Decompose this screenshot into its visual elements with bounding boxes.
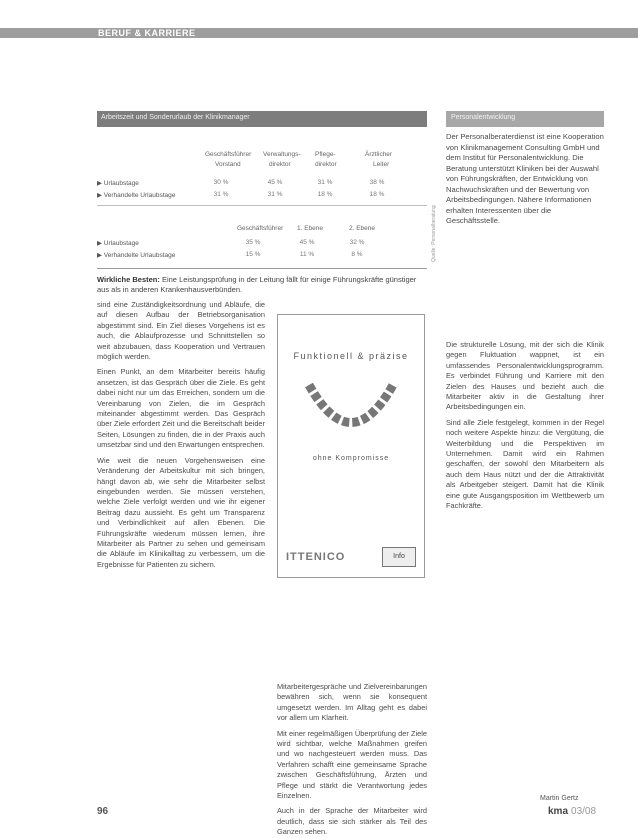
section-header-bar (0, 28, 638, 38)
col-header-sub: direktor (315, 161, 337, 168)
cell: 31 % (317, 179, 333, 186)
col-header-sub: Vorstand (215, 161, 241, 168)
paragraph: Die strukturelle Lösung, mit der sich die Klinik gegen Fluktuation wappnet, ist ein umfassendes Personalentwicklungsprogramm. Es verbindet Führung und Karriere mit den Zielen des Hauses und bezieht auch die Mitarbeiter aktiv in die Gestaltung ihrer Arbeitsbedingungen ein. (446, 340, 604, 412)
smile-curve-graphic (301, 375, 401, 445)
sidebar-heading-bar (446, 111, 604, 127)
col-header-sub: Leiter (373, 161, 390, 168)
ad-tagline: ohne Kompromisse (312, 455, 390, 462)
row-label: ▶ Verhandelte Urlaubstage (97, 252, 176, 259)
table-caption (97, 275, 429, 295)
caption-text: Eine Leistungsprüfung in der Leitung fällt für einige Führungskräfte günstiger aus als in anderen Krankenhausverbünden. (97, 275, 417, 294)
ad-info-button[interactable]: Info (382, 547, 416, 567)
paragraph: Auch in der Sprache der Mitarbeiter wird deutlich, dass sie sich stärker als Teil des Ganzen sehen. (277, 806, 427, 837)
data-table (97, 127, 427, 269)
cell: 32 % (349, 239, 365, 246)
table-divider (97, 205, 427, 206)
paragraph: Mitarbeitergespräche und Zielvereinbarungen bewähren sich, wenn sie konsequent umgesetzt werden. Im Alltag geht es dabei vor allem um Klarheit. (277, 682, 427, 723)
col-header: Geschäftsführer (205, 151, 252, 158)
article-column-2 (277, 682, 427, 837)
article-column-3 (446, 340, 604, 792)
cell: 45 % (299, 239, 315, 246)
page-number: 96 (97, 806, 109, 817)
paragraph: sind eine Zuständigkeitsordnung und Abläufe, die auf diesen Aufbau der Betriebsorganisation abgestimmt sind. Ein Ziel dieses Vorgehens ist es auch, die Ablaufprozesse und Schnittstellen so weit abzubauen, dass Kooperation und Vertrauen möglich werden. (97, 300, 265, 362)
cell: 18 % (317, 191, 333, 198)
row-label: ▶ Urlaubstage (97, 240, 139, 247)
advertisement[interactable] (277, 314, 425, 578)
cell: 8 % (351, 251, 363, 258)
paragraph: Sind alle Ziele festgelegt, kommen in der Regel noch weitere Aspekte hinzu: die Vergütung, die Weiterbildung und die Perspektiven im Unternehmen. Damit wird ein Rahmen geschaffen, der sowohl den Mitarbeitern als auch dem Haus nützt und der die Attraktivität als Arbeitgeber steigert. Damit hat die Klinik eine gute Ausgangsposition im Wettbewerb um Fachkräfte. (446, 417, 604, 511)
col-header-sub: direktor (269, 161, 291, 168)
paragraph: Einen Punkt, an dem Mitarbeiter bereits häufig ansetzen, ist das Gespräch über die Ziele. Es geht dabei nicht nur um das Erreichen, sondern um die Vereinbarung von Zielen, die im Gespräch miteinander abgestimmt werden. Das Gespräch über Ziele erfordert Zeit und die Bereitschaft beider Seiten, Lösungen zu finden, die in der Praxis auch umsetzbar sind und den Erwartungen entsprechen. (97, 367, 265, 450)
cell: 30 % (213, 179, 229, 186)
cell: 35 % (245, 239, 261, 246)
cell: 18 % (369, 191, 385, 198)
cell: 11 % (299, 251, 315, 258)
ad-brand-logo: ITTENICO (286, 551, 346, 563)
row-label: ▶ Verhandelte Urlaubstage (97, 192, 176, 199)
col-header: Geschäftsführer (237, 225, 284, 232)
ad-headline: Funktionell & präzise (293, 351, 409, 361)
table-source-note: Quelle: Personalberatung (431, 205, 437, 262)
author-signature: Martin Gertz (540, 795, 579, 802)
magazine-name: kma (548, 806, 569, 817)
section-title: BERUF & KARRIERE (98, 28, 196, 38)
col-header: Ärztlicher (365, 151, 393, 158)
table-banner-title: Arbeitszeit und Sonderurlaub der Klinikmanager (101, 114, 250, 121)
col-header: 1. Ebene (297, 225, 324, 232)
col-header: Verwaltungs- (263, 151, 301, 158)
col-header: Pflege- (315, 151, 336, 158)
table-banner (97, 111, 427, 127)
caption-lead: Wirkliche Besten: (97, 275, 160, 284)
cell: 45 % (267, 179, 283, 186)
cell: 31 % (267, 191, 283, 198)
cell: 31 % (213, 191, 229, 198)
article-column-1 (97, 300, 265, 798)
row-label: ▶ Urlaubstage (97, 180, 139, 187)
paragraph: Wie weit die neuen Vorgehensweisen eine Veränderung der Arbeitskultur mit sich bringen, hängt davon ab, wie sehr die Mitarbeiter selbst eingebunden werden. Sie müssen verstehen, welche Ziele verfolgt werden und wie ihr eigener Beitrag dazu aussieht. Es geht um Transparenz und Verbindlichkeit auf allen Ebenen. Die Führungskräfte wiederum müssen lernen, ihre Mitarbeiter als Partner zu sehen und gemeinsam die Abläufe im Klinikalltag zu verbessern, um die Ergebnisse für Patienten zu sichern. (97, 455, 265, 569)
paragraph: Mit einer regelmäßigen Überprüfung der Ziele wird sichtbar, welche Maßnahmen greifen und wo nachgesteuert werden muss. Das Verfahren schafft eine gemeinsame Sprache zwischen Geschäftsführung, Ärzten und Pflege und stärkt die Verantwortung jedes Einzelnen. (277, 728, 427, 801)
magazine-brand (548, 806, 596, 817)
sidebar-heading: Personalentwicklung (451, 114, 516, 121)
cell: 15 % (245, 251, 261, 258)
sidebar-text: Der Personalberaterdienst ist eine Kooperation von Klinikmanagement Consulting GmbH und dem Institut für Personalentwicklung. Die Beratung unterstützt Kliniken bei der Auswahl von Führungskräften, der Entwicklung von Nachwuchskräften und der Bewertung von Arbeitsbedingungen. Nähere Informationen erhalten Interessenten über die Geschäftsstelle. (446, 132, 604, 225)
magazine-issue: 03/08 (571, 806, 597, 817)
cell: 38 % (369, 179, 385, 186)
col-header: 2. Ebene (349, 225, 376, 232)
